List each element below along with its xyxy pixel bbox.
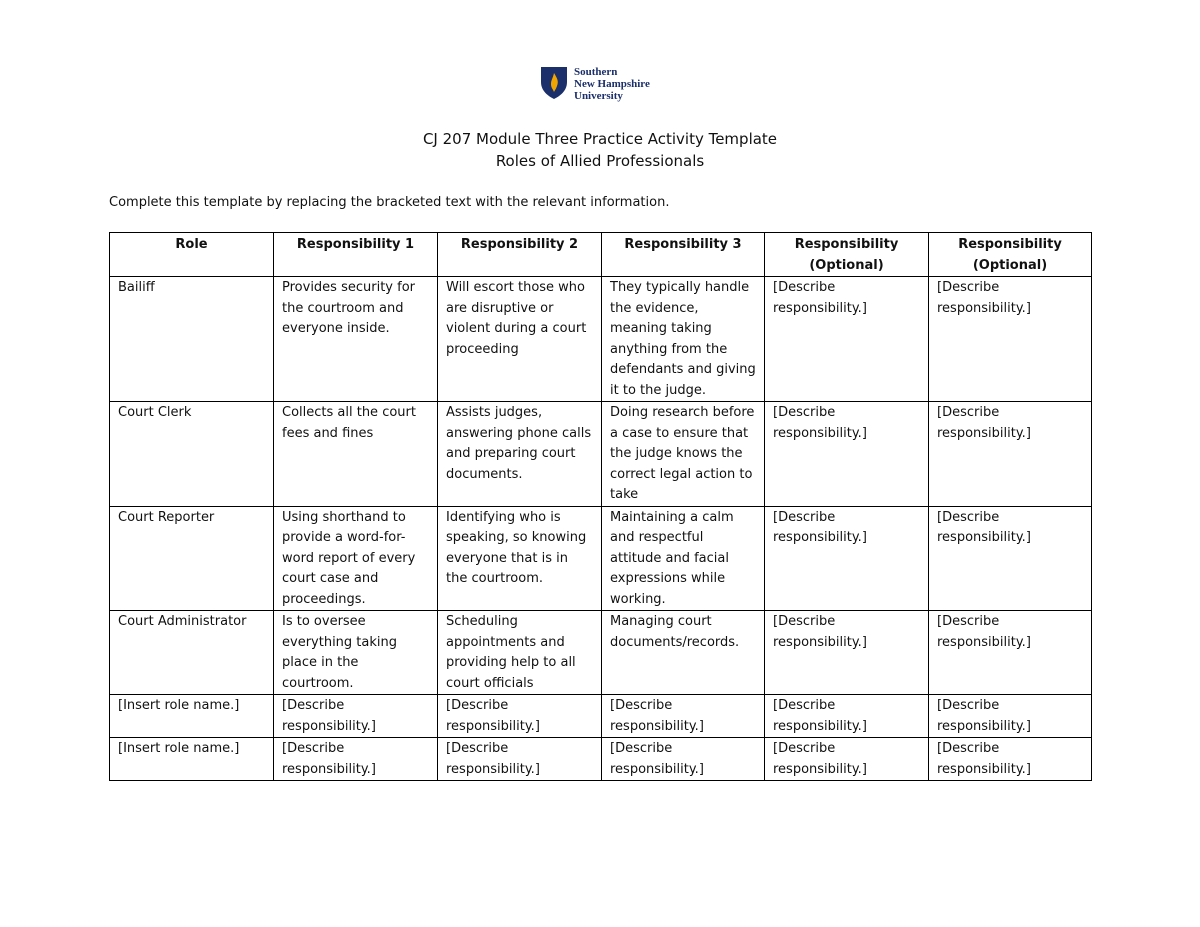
cell-responsibility: [Describe responsibility.] (929, 277, 1092, 402)
header-role: Role (110, 233, 274, 277)
cell-role: Court Clerk (110, 402, 274, 507)
header-responsibility-2: Responsibility 2 (438, 233, 602, 277)
table-row (110, 611, 1092, 695)
header-responsibility-1: Responsibility 1 (274, 233, 438, 277)
shield-icon (540, 66, 568, 100)
cell-responsibility: Scheduling appointments and providing help to all court officials (438, 611, 602, 695)
cell-responsibility: They typically handle the evidence, meaning taking anything from the defendants and giving it to the judge. (602, 277, 765, 402)
cell-responsibility: [Describe responsibility.] (765, 695, 929, 738)
header-responsibility-optional-2: Responsibility (Optional) (929, 233, 1092, 277)
cell-role: Court Administrator (110, 611, 274, 695)
table-row (110, 695, 1092, 738)
cell-role: [Insert role name.] (110, 695, 274, 738)
table-row (110, 738, 1092, 781)
document-subtitle: Roles of Allied Professionals (495, 152, 705, 170)
table-row (110, 506, 1092, 611)
header-responsibility-3: Responsibility 3 (602, 233, 765, 277)
cell-responsibility: [Describe responsibility.] (765, 277, 929, 402)
table-row (110, 277, 1092, 402)
logo-line-1: Southern (574, 66, 618, 78)
cell-responsibility: [Describe responsibility.] (602, 695, 765, 738)
cell-responsibility: [Describe responsibility.] (765, 738, 929, 781)
cell-responsibility: [Describe responsibility.] (929, 738, 1092, 781)
cell-responsibility: Using shorthand to provide a word-for-word report of every court case and proceedings. (274, 506, 438, 611)
cell-responsibility: Doing research before a case to ensure that the judge knows the correct legal action to take (602, 402, 765, 507)
cell-role: Bailiff (110, 277, 274, 402)
cell-responsibility: Managing court documents/records. (602, 611, 765, 695)
cell-responsibility: [Describe responsibility.] (602, 738, 765, 781)
cell-responsibility: [Describe responsibility.] (765, 611, 929, 695)
table-row (110, 402, 1092, 507)
cell-responsibility: [Describe responsibility.] (438, 695, 602, 738)
cell-responsibility: [Describe responsibility.] (929, 402, 1092, 507)
cell-responsibility: Provides security for the courtroom and everyone inside. (274, 277, 438, 402)
cell-role: [Insert role name.] (110, 738, 274, 781)
logo-line-3: University (574, 90, 623, 102)
cell-responsibility: Will escort those who are disruptive or violent during a court proceeding (438, 277, 602, 402)
roles-table (109, 232, 1092, 781)
instructions-text: Complete this template by replacing the bracketed text with the relevant information. (109, 195, 670, 210)
header-responsibility-optional-1: Responsibility (Optional) (765, 233, 929, 277)
cell-responsibility: [Describe responsibility.] (929, 611, 1092, 695)
header-row (110, 233, 1092, 277)
cell-responsibility: Identifying who is speaking, so knowing everyone that is in the courtroom. (438, 506, 602, 611)
document-title: CJ 207 Module Three Practice Activity Template (422, 130, 778, 148)
cell-responsibility: [Describe responsibility.] (274, 695, 438, 738)
cell-responsibility: [Describe responsibility.] (274, 738, 438, 781)
cell-responsibility: [Describe responsibility.] (929, 695, 1092, 738)
document-heading (0, 128, 1200, 172)
cell-responsibility: Assists judges, answering phone calls and preparing court documents. (438, 402, 602, 507)
cell-responsibility: [Describe responsibility.] (438, 738, 602, 781)
cell-role: Court Reporter (110, 506, 274, 611)
cell-responsibility: Maintaining a calm and respectful attitude and facial expressions while working. (602, 506, 765, 611)
cell-responsibility: [Describe responsibility.] (929, 506, 1092, 611)
cell-responsibility: [Describe responsibility.] (765, 506, 929, 611)
cell-responsibility: [Describe responsibility.] (765, 402, 929, 507)
cell-responsibility: Collects all the court fees and fines (274, 402, 438, 507)
logo-line-2: New Hampshire (574, 78, 650, 90)
cell-responsibility: Is to oversee everything taking place in the courtroom. (274, 611, 438, 695)
logo-wordmark (574, 66, 650, 102)
university-logo (540, 66, 670, 102)
